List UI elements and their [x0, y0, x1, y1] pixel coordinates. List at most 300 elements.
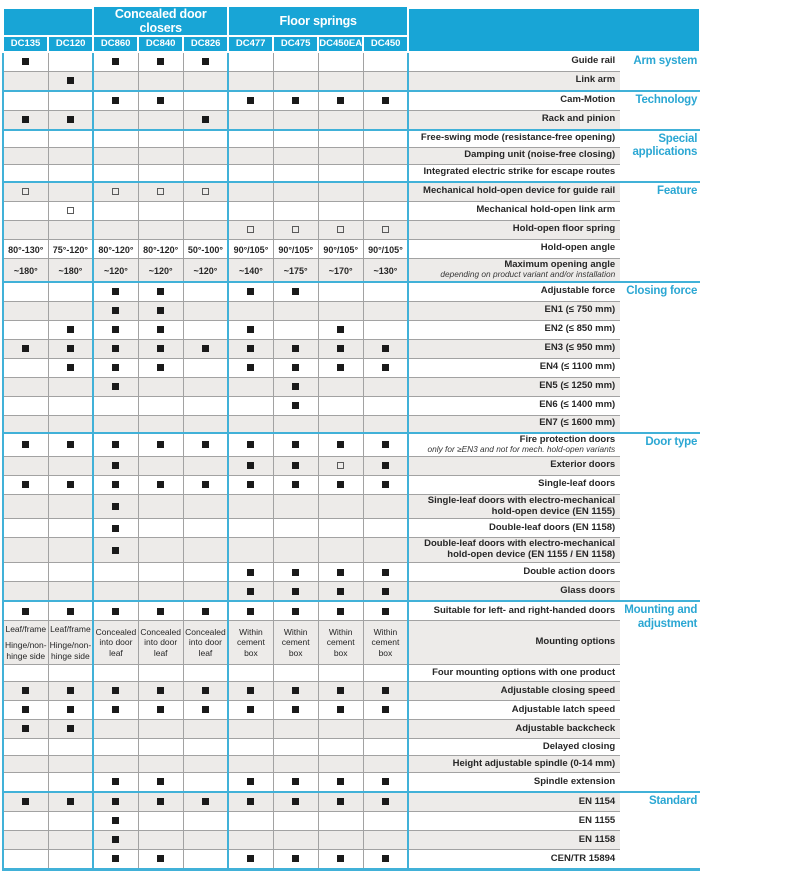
filled-square-icon	[337, 569, 344, 576]
filled-square-icon	[247, 778, 254, 785]
filled-square-icon	[22, 608, 29, 615]
row-label-cell	[408, 792, 620, 812]
filled-square-icon	[67, 706, 74, 713]
cell-dc475-en-1154	[273, 792, 318, 812]
cell-dc450-hold-open-floor-spring	[363, 220, 408, 239]
row-label: EN7 (≤ 1600 mm)	[539, 417, 616, 429]
table-row	[3, 339, 700, 358]
cell-dc826-hold-open-floor-spring	[183, 220, 228, 239]
cell-dc840-spindle-extension	[138, 773, 183, 793]
cell-dc450ea-exterior-doors	[318, 456, 363, 475]
cell-dc135-double-action-doors	[3, 563, 48, 582]
cell-dc477-delayed-closing	[228, 739, 273, 756]
cell-dc840-en7-1600-mm	[138, 415, 183, 433]
row-label: EN1 (≤ 750 mm)	[544, 304, 616, 316]
table-row	[3, 812, 700, 831]
filled-square-icon	[382, 608, 389, 615]
filled-square-icon	[67, 116, 74, 123]
cell-dc826-en-1154	[183, 792, 228, 812]
cell-dc120-en6-1400-mm	[48, 396, 93, 415]
cell-dc135-en-1155	[3, 812, 48, 831]
table-row	[3, 320, 700, 339]
cell-dc120-en2-850-mm	[48, 320, 93, 339]
filled-square-icon	[67, 481, 74, 488]
table-row	[3, 773, 700, 793]
row-label-cell	[408, 720, 620, 739]
cell-dc450ea-rack-and-pinion	[318, 110, 363, 130]
cell-dc477-adjustable-force	[228, 282, 273, 302]
group-header-floor-springs: Floor springs	[228, 6, 408, 36]
cell-dc477-hold-open-angle	[228, 239, 273, 258]
table-row	[3, 147, 700, 164]
cell-dc135-en6-1400-mm	[3, 396, 48, 415]
cell-dc840-guide-rail	[138, 52, 183, 72]
cell-dc840-four-mounting-options-with-one-product	[138, 665, 183, 682]
cell-dc450-en-1154	[363, 792, 408, 812]
cell-value: ~130°	[373, 265, 398, 276]
cell-dc475-en-1155	[273, 812, 318, 831]
product-comparison-table-wrap	[2, 2, 701, 871]
cell-dc475-double-action-doors	[273, 563, 318, 582]
cell-dc475-spindle-extension	[273, 773, 318, 793]
cell-dc135-cam-motion	[3, 91, 48, 111]
row-label-cell	[408, 701, 620, 720]
filled-square-icon	[247, 706, 254, 713]
cell-dc840-single-leaf-doors	[138, 475, 183, 494]
cell-dc120-height-adjustable-spindle-0-14-mm	[48, 756, 93, 773]
row-label: Glass doors	[560, 584, 616, 596]
cell-dc475-mounting-options	[273, 621, 318, 665]
cell-dc475-en2-850-mm	[273, 320, 318, 339]
section-category-mounting-and-adjustment: Mounting and adjustment	[620, 601, 700, 792]
filled-square-icon	[292, 97, 299, 104]
cell-dc450-glass-doors	[363, 582, 408, 602]
row-label-cell	[408, 739, 620, 756]
cell-dc475-link-arm	[273, 71, 318, 91]
cell-dc826-delayed-closing	[183, 739, 228, 756]
row-label-cell	[408, 301, 620, 320]
cell-dc840-en5-1250-mm	[138, 377, 183, 396]
row-label: EN6 (≤ 1400 mm)	[539, 399, 616, 411]
filled-square-icon	[22, 58, 29, 65]
cell-dc450ea-hold-open-floor-spring	[318, 220, 363, 239]
row-label-cell	[408, 831, 620, 850]
row-label: EN5 (≤ 1250 mm)	[539, 380, 616, 392]
cell-dc477-rack-and-pinion	[228, 110, 273, 130]
column-header-dc477: DC477	[228, 36, 273, 52]
row-label-cell	[408, 377, 620, 396]
filled-square-icon	[337, 364, 344, 371]
cell-dc860-en4-1100-mm	[93, 358, 138, 377]
cell-dc120-en1-750-mm	[48, 301, 93, 320]
mounting-option-line: Concealed into door leaf	[140, 626, 181, 659]
cell-dc860-guide-rail	[93, 52, 138, 72]
cell-dc135-en4-1100-mm	[3, 358, 48, 377]
table-row	[3, 71, 700, 91]
cell-dc475-guide-rail	[273, 52, 318, 72]
section-category-standard: Standard	[620, 792, 700, 870]
cell-dc840-integrated-electric-strike-for-escape-routes	[138, 164, 183, 182]
filled-square-icon	[112, 481, 119, 488]
cell-dc135-suitable-for-left-and-right-handed-doors	[3, 601, 48, 621]
cell-dc450-double-leaf-doors-with-electro-mechanical-hold-open-device-en-1155-en-1158	[363, 538, 408, 563]
row-label-cell	[408, 601, 620, 621]
filled-square-icon	[112, 462, 119, 469]
filled-square-icon	[22, 116, 29, 123]
cell-dc450-single-leaf-doors-with-electro-mechanical-hold-open-device-en-1155	[363, 494, 408, 519]
row-label-cell	[408, 415, 620, 433]
filled-square-icon	[292, 778, 299, 785]
filled-square-icon	[112, 307, 119, 314]
cell-dc450-guide-rail	[363, 52, 408, 72]
filled-square-icon	[337, 855, 344, 862]
cell-dc826-cen-tr-15894	[183, 850, 228, 870]
cell-value: ~140°	[239, 265, 263, 276]
cell-dc135-en1-750-mm	[3, 301, 48, 320]
cell-dc826-cam-motion	[183, 91, 228, 111]
table-row	[3, 164, 700, 182]
table-row	[3, 850, 700, 870]
cell-dc120-en5-1250-mm	[48, 377, 93, 396]
cell-dc120-maximum-opening-angle	[48, 258, 93, 282]
cell-dc860-mechanical-hold-open-device-for-guide-rail	[93, 182, 138, 202]
filled-square-icon	[337, 706, 344, 713]
cell-dc477-adjustable-latch-speed	[228, 701, 273, 720]
row-label: EN3 (≤ 950 mm)	[544, 342, 616, 354]
cell-value: ~170°	[328, 265, 353, 276]
filled-square-icon	[337, 481, 344, 488]
filled-square-icon	[292, 288, 299, 295]
hollow-square-icon	[337, 462, 344, 469]
cell-dc477-integrated-electric-strike-for-escape-routes	[228, 164, 273, 182]
cell-dc840-free-swing-mode-resistance-free-opening	[138, 130, 183, 148]
cell-dc450-mounting-options	[363, 621, 408, 665]
cell-dc450ea-en1-750-mm	[318, 301, 363, 320]
table-row	[3, 433, 700, 457]
cell-dc477-adjustable-closing-speed	[228, 682, 273, 701]
row-label-cell	[408, 538, 620, 563]
filled-square-icon	[292, 588, 299, 595]
filled-square-icon	[292, 798, 299, 805]
row-label-cell	[408, 773, 620, 793]
cell-dc477-en7-1600-mm	[228, 415, 273, 433]
cell-dc120-free-swing-mode-resistance-free-opening	[48, 130, 93, 148]
cell-dc135-en-1158	[3, 831, 48, 850]
cell-value: 80°-120°	[143, 244, 179, 255]
cell-dc450ea-link-arm	[318, 71, 363, 91]
row-label-cell	[408, 182, 620, 202]
filled-square-icon	[112, 503, 119, 510]
table-row	[3, 182, 700, 202]
cell-dc120-adjustable-backcheck	[48, 720, 93, 739]
filled-square-icon	[112, 778, 119, 785]
cell-value: ~120°	[193, 265, 218, 276]
cell-dc860-en2-850-mm	[93, 320, 138, 339]
table-row	[3, 396, 700, 415]
cell-value: ~180°	[13, 265, 38, 276]
cell-dc135-spindle-extension	[3, 773, 48, 793]
cell-dc450ea-integrated-electric-strike-for-escape-routes	[318, 164, 363, 182]
cell-dc826-glass-doors	[183, 582, 228, 602]
table-row	[3, 701, 700, 720]
row-label: EN4 (≤ 1100 mm)	[539, 361, 616, 373]
cell-dc120-hold-open-floor-spring	[48, 220, 93, 239]
filled-square-icon	[67, 364, 74, 371]
filled-square-icon	[157, 326, 164, 333]
cell-dc840-double-action-doors	[138, 563, 183, 582]
cell-value	[49, 621, 93, 664]
row-label-cell	[408, 519, 620, 538]
cell-value	[4, 621, 48, 664]
cell-dc450-suitable-for-left-and-right-handed-doors	[363, 601, 408, 621]
section-category-arm-system: Arm system	[620, 52, 700, 91]
hollow-square-icon	[202, 188, 209, 195]
cell-dc840-rack-and-pinion	[138, 110, 183, 130]
cell-dc450ea-cen-tr-15894	[318, 850, 363, 870]
hollow-square-icon	[292, 226, 299, 233]
product-comparison-table	[2, 2, 701, 871]
cell-dc120-guide-rail	[48, 52, 93, 72]
filled-square-icon	[112, 97, 119, 104]
filled-square-icon	[112, 817, 119, 824]
cell-dc135-mechanical-hold-open-device-for-guide-rail	[3, 182, 48, 202]
cell-dc826-single-leaf-doors-with-electro-mechanical-hold-open-device-en-1155	[183, 494, 228, 519]
row-label: Fire protection doors	[519, 433, 616, 445]
filled-square-icon	[112, 547, 119, 554]
table-row	[3, 792, 700, 812]
cell-dc475-single-leaf-doors	[273, 475, 318, 494]
cell-dc477-single-leaf-doors-with-electro-mechanical-hold-open-device-en-1155	[228, 494, 273, 519]
cell-dc840-en-1154	[138, 792, 183, 812]
cell-dc475-double-leaf-doors-with-electro-mechanical-hold-open-device-en-1155-en-1158	[273, 538, 318, 563]
cell-dc450ea-en-1158	[318, 831, 363, 850]
cell-dc120-fire-protection-doors	[48, 433, 93, 457]
filled-square-icon	[382, 798, 389, 805]
cell-dc120-mechanical-hold-open-device-for-guide-rail	[48, 182, 93, 202]
cell-dc826-rack-and-pinion	[183, 110, 228, 130]
cell-dc450-en-1158	[363, 831, 408, 850]
hollow-square-icon	[22, 188, 29, 195]
filled-square-icon	[292, 481, 299, 488]
filled-square-icon	[112, 525, 119, 532]
cell-value	[364, 624, 408, 662]
row-label-cell	[408, 682, 620, 701]
cell-dc860-fire-protection-doors	[93, 433, 138, 457]
filled-square-icon	[112, 798, 119, 805]
cell-dc840-fire-protection-doors	[138, 433, 183, 457]
cell-dc450-free-swing-mode-resistance-free-opening	[363, 130, 408, 148]
cell-dc450ea-damping-unit-noise-free-closing	[318, 147, 363, 164]
cell-dc826-en3-950-mm	[183, 339, 228, 358]
filled-square-icon	[292, 383, 299, 390]
cell-dc826-damping-unit-noise-free-closing	[183, 147, 228, 164]
table-row	[3, 258, 700, 282]
cell-dc477-single-leaf-doors	[228, 475, 273, 494]
cell-dc860-rack-and-pinion	[93, 110, 138, 130]
table-row	[3, 301, 700, 320]
hollow-square-icon	[247, 226, 254, 233]
cell-dc450ea-mechanical-hold-open-device-for-guide-rail	[318, 182, 363, 202]
cell-dc860-four-mounting-options-with-one-product	[93, 665, 138, 682]
cell-value	[94, 624, 138, 662]
cell-dc450ea-double-leaf-doors-with-electro-mechanical-hold-open-device-en-1155-en-1158	[318, 538, 363, 563]
cell-dc860-cam-motion	[93, 91, 138, 111]
filled-square-icon	[157, 687, 164, 694]
cell-dc120-single-leaf-doors	[48, 475, 93, 494]
cell-dc840-maximum-opening-angle	[138, 258, 183, 282]
filled-square-icon	[112, 706, 119, 713]
cell-dc826-en1-750-mm	[183, 301, 228, 320]
cell-dc477-mounting-options	[228, 621, 273, 665]
filled-square-icon	[292, 706, 299, 713]
mounting-option-line: Concealed into door leaf	[95, 626, 137, 659]
row-label: Adjustable backcheck	[515, 722, 616, 734]
cell-dc135-single-leaf-doors-with-electro-mechanical-hold-open-device-en-1155	[3, 494, 48, 519]
filled-square-icon	[247, 588, 254, 595]
cell-dc475-fire-protection-doors	[273, 433, 318, 457]
cell-dc826-adjustable-backcheck	[183, 720, 228, 739]
table-row	[3, 665, 700, 682]
filled-square-icon	[67, 725, 74, 732]
cell-dc120-exterior-doors	[48, 456, 93, 475]
table-row	[3, 739, 700, 756]
cell-dc826-spindle-extension	[183, 773, 228, 793]
cell-dc475-en7-1600-mm	[273, 415, 318, 433]
cell-dc860-suitable-for-left-and-right-handed-doors	[93, 601, 138, 621]
table-row	[3, 52, 700, 72]
cell-dc477-four-mounting-options-with-one-product	[228, 665, 273, 682]
cell-dc860-adjustable-force	[93, 282, 138, 302]
cell-dc450-double-action-doors	[363, 563, 408, 582]
cell-dc860-cen-tr-15894	[93, 850, 138, 870]
filled-square-icon	[247, 441, 254, 448]
cell-dc135-cen-tr-15894	[3, 850, 48, 870]
row-label: Delayed closing	[542, 740, 616, 752]
cell-dc120-en-1155	[48, 812, 93, 831]
mounting-option-line: Leaf/frame	[5, 624, 47, 635]
cell-dc450ea-adjustable-force	[318, 282, 363, 302]
cell-value: 80°-130°	[8, 244, 44, 255]
cell-dc840-en3-950-mm	[138, 339, 183, 358]
table-row	[3, 682, 700, 701]
cell-dc477-en5-1250-mm	[228, 377, 273, 396]
filled-square-icon	[337, 608, 344, 615]
table-row	[3, 831, 700, 850]
cell-dc450ea-en7-1600-mm	[318, 415, 363, 433]
row-label: Hold-open floor spring	[512, 223, 616, 235]
table-row	[3, 130, 700, 148]
cell-dc475-height-adjustable-spindle-0-14-mm	[273, 756, 318, 773]
cell-dc120-integrated-electric-strike-for-escape-routes	[48, 164, 93, 182]
filled-square-icon	[202, 58, 209, 65]
row-label-cell	[408, 339, 620, 358]
cell-dc860-adjustable-latch-speed	[93, 701, 138, 720]
cell-dc450ea-spindle-extension	[318, 773, 363, 793]
filled-square-icon	[157, 345, 164, 352]
cell-dc826-maximum-opening-angle	[183, 258, 228, 282]
filled-square-icon	[202, 441, 209, 448]
cell-dc860-en1-750-mm	[93, 301, 138, 320]
cell-dc450-en6-1400-mm	[363, 396, 408, 415]
cell-dc450-integrated-electric-strike-for-escape-routes	[363, 164, 408, 182]
filled-square-icon	[292, 569, 299, 576]
cell-dc840-hold-open-floor-spring	[138, 220, 183, 239]
row-label-cell	[408, 71, 620, 91]
cell-dc840-glass-doors	[138, 582, 183, 602]
cell-dc477-double-action-doors	[228, 563, 273, 582]
table-row	[3, 563, 700, 582]
cell-dc475-four-mounting-options-with-one-product	[273, 665, 318, 682]
row-label: Single-leaf doors with electro-mechanical hold-open device (EN 1155)	[427, 494, 616, 517]
filled-square-icon	[157, 608, 164, 615]
filled-square-icon	[292, 855, 299, 862]
cell-dc135-delayed-closing	[3, 739, 48, 756]
filled-square-icon	[112, 383, 119, 390]
filled-square-icon	[157, 855, 164, 862]
cell-dc450ea-double-leaf-doors-en-1158	[318, 519, 363, 538]
row-label: Free-swing mode (resistance-free opening)	[420, 132, 616, 144]
cell-dc450ea-en2-850-mm	[318, 320, 363, 339]
filled-square-icon	[112, 441, 119, 448]
filled-square-icon	[157, 441, 164, 448]
cell-dc120-mechanical-hold-open-link-arm	[48, 201, 93, 220]
cell-dc450ea-en3-950-mm	[318, 339, 363, 358]
cell-value: 90°/105°	[323, 244, 359, 255]
cell-dc475-cen-tr-15894	[273, 850, 318, 870]
filled-square-icon	[112, 855, 119, 862]
filled-square-icon	[157, 706, 164, 713]
filled-square-icon	[157, 778, 164, 785]
filled-square-icon	[22, 725, 29, 732]
cell-dc826-double-leaf-doors-en-1158	[183, 519, 228, 538]
filled-square-icon	[67, 687, 74, 694]
cell-value	[319, 624, 363, 662]
filled-square-icon	[22, 706, 29, 713]
cell-dc477-en6-1400-mm	[228, 396, 273, 415]
cell-dc135-mounting-options	[3, 621, 48, 665]
cell-dc840-en-1155	[138, 812, 183, 831]
filled-square-icon	[67, 798, 74, 805]
table-header	[3, 6, 700, 52]
cell-dc477-en4-1100-mm	[228, 358, 273, 377]
cell-dc860-en3-950-mm	[93, 339, 138, 358]
cell-dc120-spindle-extension	[48, 773, 93, 793]
cell-dc477-spindle-extension	[228, 773, 273, 793]
filled-square-icon	[112, 326, 119, 333]
mounting-option-line: Within cement box	[237, 626, 265, 659]
row-label-cell	[408, 320, 620, 339]
cell-dc477-mechanical-hold-open-link-arm	[228, 201, 273, 220]
row-label: Rack and pinion	[541, 113, 616, 125]
cell-dc135-glass-doors	[3, 582, 48, 602]
cell-dc135-en2-850-mm	[3, 320, 48, 339]
cell-dc120-en3-950-mm	[48, 339, 93, 358]
cell-dc135-exterior-doors	[3, 456, 48, 475]
cell-value: ~120°	[148, 265, 173, 276]
cell-dc477-suitable-for-left-and-right-handed-doors	[228, 601, 273, 621]
row-label: Spindle extension	[533, 775, 616, 787]
cell-dc135-height-adjustable-spindle-0-14-mm	[3, 756, 48, 773]
cell-dc860-en-1155	[93, 812, 138, 831]
cell-dc477-cam-motion	[228, 91, 273, 111]
cell-dc475-hold-open-floor-spring	[273, 220, 318, 239]
filled-square-icon	[247, 462, 254, 469]
cell-dc826-en7-1600-mm	[183, 415, 228, 433]
filled-square-icon	[247, 608, 254, 615]
row-label: Mounting options	[535, 636, 616, 648]
cell-dc477-maximum-opening-angle	[228, 258, 273, 282]
cell-dc840-mounting-options	[138, 621, 183, 665]
